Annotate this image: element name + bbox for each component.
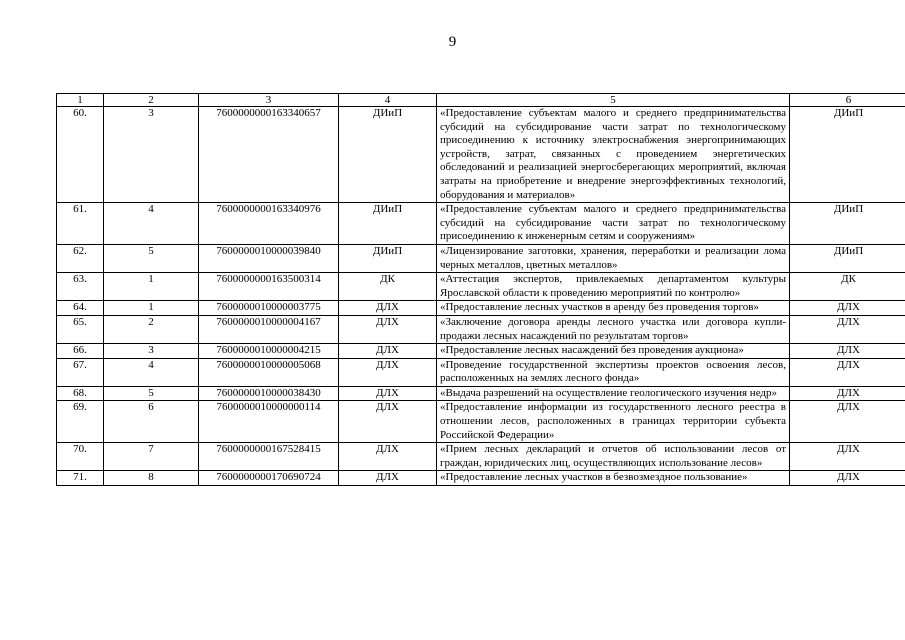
service-code: 7600000010000038430 [199,386,339,401]
row-subnumber: 2 [104,315,199,343]
page-number: 9 [448,34,457,50]
service-code: 7600000010000039840 [199,244,339,272]
row-number: 63. [57,273,104,301]
responsible-department: ДИиП [790,203,905,245]
row-number: 64. [57,301,104,316]
service-name: «Выдача разрешений на осуществление геологического изучения недр» [437,386,790,401]
service-name: «Аттестация экспертов, привлекаемых департаментом культуры Ярославской области к проведению мероприятий по контролю» [437,273,790,301]
service-code: 7600000010000000114 [199,401,339,443]
table-row [57,244,905,272]
column-header: 4 [339,94,437,107]
responsible-department: ДЛХ [790,358,905,386]
responsible-department: ДЛХ [790,315,905,343]
department: ДЛХ [339,344,437,359]
department: ДЛХ [339,301,437,316]
row-number: 67. [57,358,104,386]
service-code: 7600000010000004215 [199,344,339,359]
service-name: «Предоставление лесных участков в безвозмездное пользование» [437,471,790,486]
row-number: 71. [57,471,104,486]
service-name: «Заключение договора аренды лесного участка или договора купли-продажи лесных насаждений по результатам торгов» [437,315,790,343]
service-name: «Прием лесных деклараций и отчетов об использовании лесов от граждан, юридических лиц, осуществляющих использование лесов» [437,443,790,471]
service-name: «Предоставление лесных насаждений без проведения аукциона» [437,344,790,359]
department: ДЛХ [339,443,437,471]
service-code: 7600000000163340657 [199,107,339,203]
row-number: 65. [57,315,104,343]
table-row [57,107,905,203]
table-row [57,344,905,359]
responsible-department: ДЛХ [790,344,905,359]
department: ДИиП [339,244,437,272]
table-row [57,203,905,245]
table-header-row [57,94,905,107]
responsible-department: ДИиП [790,244,905,272]
row-number: 60. [57,107,104,203]
department: ДК [339,273,437,301]
row-number: 66. [57,344,104,359]
service-name: «Лицензирование заготовки, хранения, переработки и реализации лома черных металлов, цветных металлов» [437,244,790,272]
row-subnumber: 5 [104,386,199,401]
column-header: 1 [57,94,104,107]
responsible-department: ДИиП [790,107,905,203]
services-table [56,93,905,486]
department: ДИиП [339,203,437,245]
service-code: 7600000000167528415 [199,443,339,471]
row-number: 61. [57,203,104,245]
table-row [57,471,905,486]
service-name: «Проведение государственной экспертизы проектов освоения лесов, расположенных на землях лесного фонда» [437,358,790,386]
responsible-department: ДЛХ [790,386,905,401]
service-code: 7600000000170690724 [199,471,339,486]
column-header: 2 [104,94,199,107]
department: ДЛХ [339,358,437,386]
table-row [57,273,905,301]
column-header: 3 [199,94,339,107]
service-code: 7600000000163340976 [199,203,339,245]
row-number: 70. [57,443,104,471]
column-header: 5 [437,94,790,107]
department: ДИиП [339,107,437,203]
responsible-department: ДЛХ [790,401,905,443]
row-subnumber: 8 [104,471,199,486]
row-subnumber: 7 [104,443,199,471]
row-number: 69. [57,401,104,443]
row-subnumber: 4 [104,358,199,386]
table-row [57,401,905,443]
service-code: 7600000010000003775 [199,301,339,316]
row-subnumber: 5 [104,244,199,272]
row-subnumber: 6 [104,401,199,443]
service-name: «Предоставление лесных участков в аренду без проведения торгов» [437,301,790,316]
column-header: 6 [790,94,905,107]
service-name: «Предоставление субъектам малого и среднего предпринимательства субсидий на субсидирование части затрат по технологическому присоединению к инженерным сетям и сооружениям» [437,203,790,245]
responsible-department: ДК [790,273,905,301]
table-row [57,443,905,471]
responsible-department: ДЛХ [790,443,905,471]
department: ДЛХ [339,401,437,443]
department: ДЛХ [339,386,437,401]
row-subnumber: 1 [104,301,199,316]
row-subnumber: 1 [104,273,199,301]
department: ДЛХ [339,315,437,343]
responsible-department: ДЛХ [790,471,905,486]
service-code: 7600000010000005068 [199,358,339,386]
table-row [57,386,905,401]
row-number: 62. [57,244,104,272]
service-code: 7600000010000004167 [199,315,339,343]
table-body [57,107,905,486]
department: ДЛХ [339,471,437,486]
service-name: «Предоставление субъектам малого и среднего предпринимательства субсидий на субсидирование части затрат по технологическому присоединению к источнику электроснабжения энергопринимающих устройств, затрат, связанных с проведением энергетических обследований и реализацией энергосберегающих мероприятий, включая затраты на приобретение и внедрение энергоэффективных технологий, оборудования и материалов» [437,107,790,203]
table-row [57,301,905,316]
service-name: «Предоставление информации из государственного лесного реестра в отношении лесов, расположенных в границах территории субъекта Российской Федерации» [437,401,790,443]
table-row [57,358,905,386]
table-row [57,315,905,343]
responsible-department: ДЛХ [790,301,905,316]
row-subnumber: 4 [104,203,199,245]
row-subnumber: 3 [104,344,199,359]
service-code: 7600000000163500314 [199,273,339,301]
row-number: 68. [57,386,104,401]
row-subnumber: 3 [104,107,199,203]
